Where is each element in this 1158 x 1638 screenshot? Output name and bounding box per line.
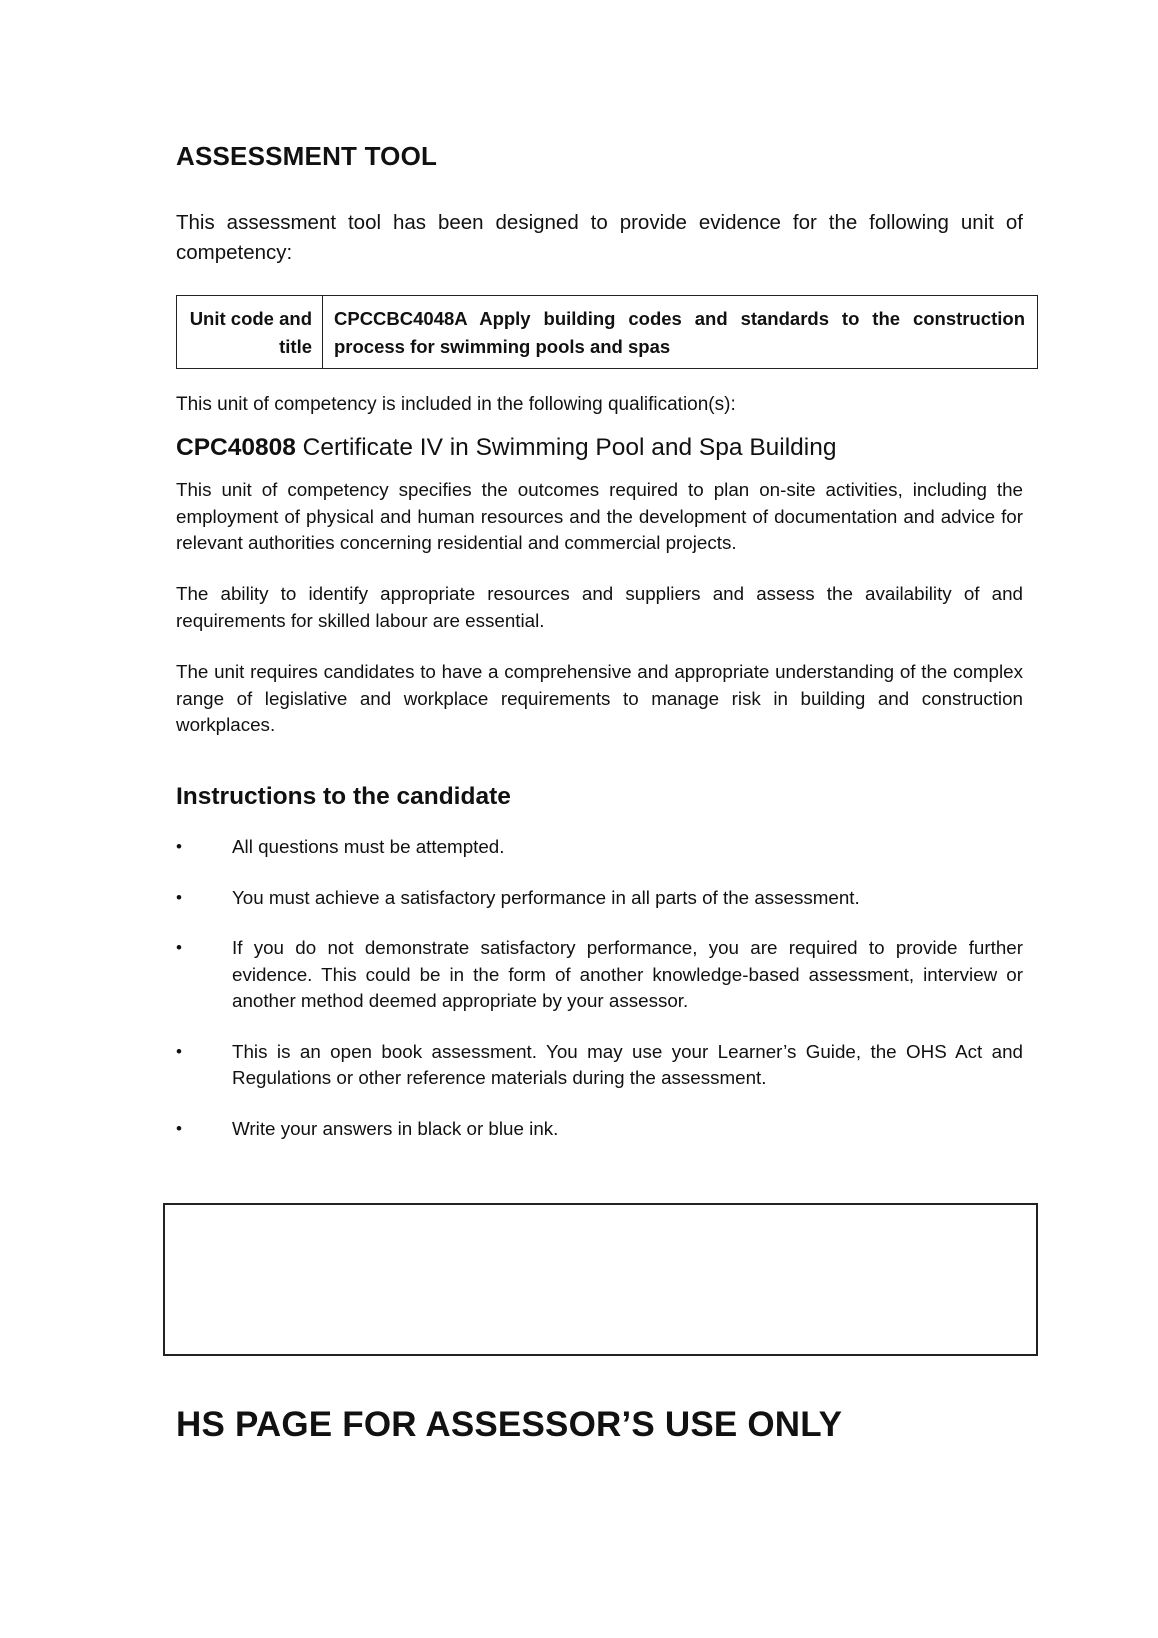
list-item-text: You must achieve a satisfactory performance in all parts of the assessment. <box>232 886 860 908</box>
paragraph-requirements: The unit requires candidates to have a comprehensive and appropriate understanding of the complex range of legislative and workplace requirements to manage risk in building and construction workplaces. <box>176 661 1023 735</box>
qualification <box>176 434 837 462</box>
list-item <box>176 834 1023 861</box>
instructions-list <box>176 834 1023 1166</box>
list-item-text: This is an open book assessment. You may use your Learner’s Guide, the OHS Act and Regulations or other reference materials during the assessment. <box>232 1040 1023 1088</box>
list-item-text: If you do not demonstrate satisfactory performance, you are required to provide further evidence. This could be in the form of another knowledge-based assessment, interview or another method deemed appropriate by your assessor. <box>232 937 1023 1011</box>
unit-table <box>176 295 1038 369</box>
page-title: ASSESSMENT TOOL <box>176 141 438 171</box>
instructions-heading: Instructions to the candidate <box>176 783 511 810</box>
qualification-name: Certificate IV in Swimming Pool and Spa Building <box>295 434 837 461</box>
assessor-section-title: HS PAGE FOR ASSESSOR’S USE ONLY <box>176 1405 843 1444</box>
list-item <box>176 935 1023 1015</box>
list-item <box>176 1116 1023 1143</box>
paragraph-resources: The ability to identify appropriate resources and suppliers and assess the availability of and requirements for skilled labour are essential. <box>176 583 1023 631</box>
unit-table-value: CPCCBC4048A Apply building codes and standards to the construction process for swimming pools and spas <box>334 308 1025 357</box>
unit-table-label: Unit code and title <box>177 296 323 368</box>
bullet-icon: • <box>176 1118 182 1138</box>
list-item <box>176 1039 1023 1092</box>
bullet-icon: • <box>176 1041 182 1061</box>
bullet-icon: • <box>176 887 182 907</box>
blank-box <box>163 1203 1038 1356</box>
list-item <box>176 885 1023 912</box>
list-item-text: Write your answers in black or blue ink. <box>232 1117 559 1139</box>
bullet-icon: • <box>176 938 182 957</box>
paragraph-outcomes: This unit of competency specifies the outcomes required to plan on-site activities, including the employment of physical and human resources and the development of documentation and advice for relevant authorities concerning residential and commercial projects. <box>176 479 1023 553</box>
list-item-text: All questions must be attempted. <box>232 836 505 857</box>
qualification-code: CPC40808 <box>176 434 296 461</box>
bullet-icon: • <box>176 837 182 856</box>
qualification-intro: This unit of competency is included in the following qualification(s): <box>176 394 736 415</box>
intro-text: This assessment tool has been designed to provide evidence for the following unit of competency: <box>176 211 1023 264</box>
